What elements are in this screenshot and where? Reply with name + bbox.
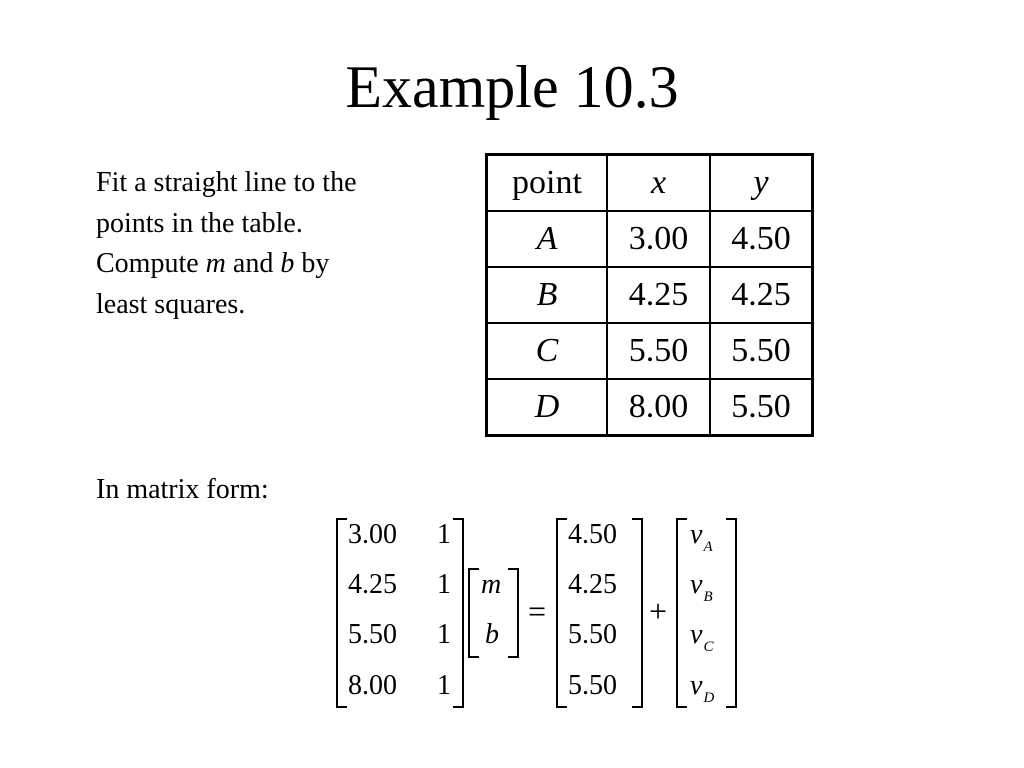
y-value: 4.50 [710, 211, 813, 267]
residual-subscript: D [703, 690, 715, 706]
x-value: 5.50 [607, 323, 710, 379]
residual-v-c [690, 619, 713, 655]
vector-x-right-bracket [508, 568, 519, 658]
matrix-form-label: In matrix form: [96, 474, 269, 505]
matrix-a-cell: 1 [437, 670, 451, 701]
header-x: x [607, 155, 710, 212]
vector-l-cell: 4.25 [568, 569, 617, 600]
problem-line-1: Fit a straight line to the [96, 167, 357, 198]
residual-subscript: B [703, 589, 713, 605]
residual-v-a [690, 519, 713, 555]
header-y: y [710, 155, 813, 212]
problem-line-4: least squares. [96, 288, 246, 320]
problem-line-2: points in the table. [96, 207, 303, 239]
equals-sign: = [528, 593, 547, 629]
residual-v-d [690, 670, 714, 706]
vector-x-m: m [481, 569, 502, 600]
point-label: A [487, 211, 608, 267]
y-value: 5.50 [710, 379, 813, 436]
matrix-a-left-bracket [336, 518, 347, 708]
residual-symbol: v [690, 619, 703, 650]
header-point: point [487, 155, 608, 212]
vector-l-cell: 5.50 [568, 670, 617, 701]
vector-l-cell: 5.50 [568, 619, 617, 650]
residual-subscript: A [703, 539, 713, 555]
variable-b: b [280, 248, 295, 279]
matrix-a-cell: 5.50 [348, 619, 397, 650]
vector-x-b: b [485, 619, 499, 650]
y-value: 5.50 [710, 323, 813, 379]
vector-v-right-bracket [726, 518, 737, 708]
vector-x-left-bracket [468, 568, 479, 658]
problem-compute-text: Compute [96, 248, 206, 279]
vector-v-left-bracket [676, 518, 687, 708]
slide-title: Example 10.3 [345, 54, 679, 120]
vector-l-left-bracket [556, 518, 567, 708]
residual-v-b [690, 569, 713, 605]
variable-m: m [205, 248, 226, 279]
matrix-a-cell: 1 [437, 519, 451, 550]
matrix-a-cell: 8.00 [348, 670, 397, 701]
x-value: 3.00 [607, 211, 710, 267]
residual-symbol: v [690, 519, 703, 550]
matrix-a-cell: 4.25 [348, 569, 397, 600]
matrix-a-cell: 1 [437, 619, 451, 650]
point-label: D [487, 379, 608, 436]
plus-sign: + [649, 593, 668, 629]
residual-symbol: v [690, 670, 703, 701]
vector-l-right-bracket [632, 518, 643, 708]
matrix-a-cell: 1 [437, 569, 451, 600]
residual-symbol: v [690, 569, 703, 600]
problem-and-text: and [225, 248, 281, 279]
matrix-a-right-bracket [453, 518, 464, 708]
matrix-a-cell: 3.00 [348, 519, 397, 550]
point-label: B [487, 267, 608, 323]
residual-subscript: C [703, 639, 714, 655]
problem-by-text: by [294, 248, 330, 279]
x-value: 8.00 [607, 379, 710, 436]
point-label: C [487, 323, 608, 379]
y-value: 4.25 [710, 267, 813, 323]
vector-l-cell: 4.50 [568, 519, 617, 550]
x-value: 4.25 [607, 267, 710, 323]
